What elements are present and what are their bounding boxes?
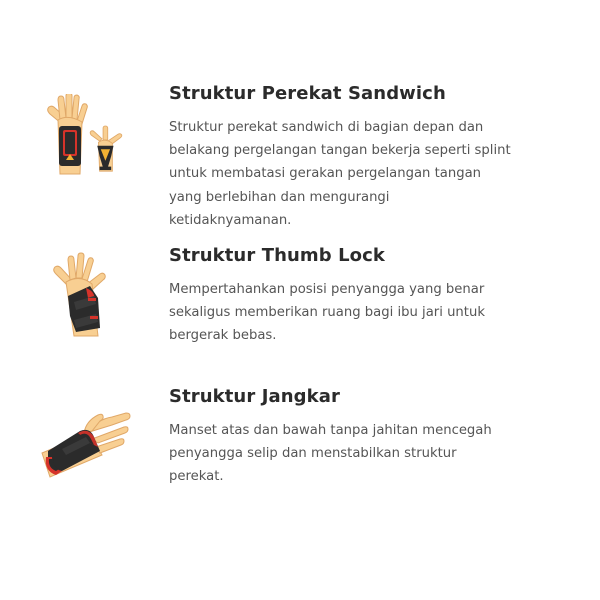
feature-text (169, 242, 514, 348)
feature-description: Struktur perekat sandwich di bagian depan dan belakang pergelangan tangan bekerja seperti splint untuk membatasi gerakan pergelangan tangan yang berlebihan dan mengurangi ketidaknyamanan. (169, 120, 511, 228)
wrist-splint-sandwich-icon (40, 94, 132, 180)
feature-title: Struktur Thumb Lock (169, 245, 385, 266)
feature-description: Mempertahankan posisi penyangga yang benar sekaligus memberikan ruang bagi ibu jari untuk bergerak bebas. (169, 282, 485, 344)
feature-title: Struktur Perekat Sandwich (169, 83, 446, 104)
thumb-lock-brace-icon (52, 252, 112, 342)
feature-description: Manset atas dan bawah tanpa jahitan mencegah penyangga selip dan menstabilkan struktur perekat. (169, 423, 492, 485)
feature-text (169, 80, 514, 232)
feature-title: Struktur Jangkar (169, 386, 340, 407)
feature-text (169, 383, 514, 489)
anchor-cuff-brace-icon (40, 403, 132, 483)
